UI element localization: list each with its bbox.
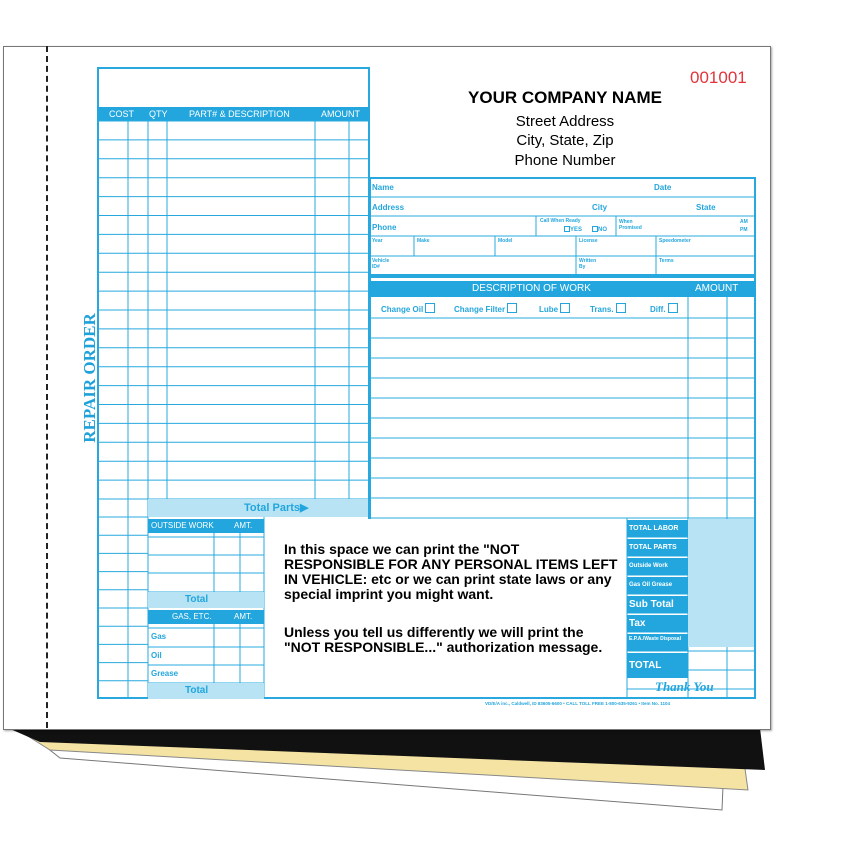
oil-label: Oil [151,651,162,660]
make-label: Make [417,238,430,244]
outside-work-summary-label: Outside Work [627,558,688,575]
amount-header: AMOUNT [321,109,360,119]
trans-checkbox[interactable] [616,303,626,313]
sub-total-label: Sub Total [627,596,688,613]
change-filter-checkbox[interactable] [507,303,517,313]
state-field-label: State [696,203,716,212]
total-parts-summary-label: TOTAL PARTS [627,539,688,556]
written-by-label: Written By [579,258,597,270]
totals-amount-shade [688,519,754,647]
change-oil-check: Change Oil [381,303,435,314]
yes-checkbox-label: YES [562,226,582,233]
diff-check: Diff. [650,303,678,314]
date-field-label: Date [654,183,672,192]
when-promised-label: When Promised [619,219,642,231]
company-street: Street Address [515,113,615,130]
speedometer-label: Speedometer [659,238,691,244]
name-field-label: Name [372,183,394,192]
grand-total-label: TOTAL [627,653,688,678]
change-filter-check: Change Filter [454,303,517,314]
company-name: YOUR COMPANY NAME [468,88,662,107]
epa-waste-disposal-label: E.P.A./Waste Disposal [627,634,688,651]
outside-work-amt: AMT. [234,521,253,530]
notice-paragraph-2: Unless you tell us differently we will print the "NOT RESPONSIBLE..." authorization message. [284,624,603,655]
gas-total-label: Total [185,685,209,696]
terms-label: Terms [659,258,674,264]
work-amount-header: AMOUNT [695,283,739,294]
serial-number: 001001 [690,68,747,87]
pm-label: PM [740,227,748,233]
gas-etc-title: GAS, ETC. [172,612,212,621]
gas-etc-amt: AMT. [234,612,253,621]
model-label: Model [498,238,513,244]
company-phone: Phone Number [514,152,616,169]
vehicle-id-label: Vehicle ID# [372,258,390,270]
license-label: License [579,238,598,244]
part-description-header: PART# & DESCRIPTION [189,109,290,119]
diff-checkbox[interactable] [668,303,678,313]
city-field-label: City [592,203,608,212]
gas-oil-grease-summary-label: Gas Oil Grease [627,577,688,594]
notice-paragraph-1: In this space we can print the "NOT RESPONSIBLE FOR ANY PERSONAL ITEMS LEFT IN VEHICLE: etc or we can print state laws or any special imprint you might want. [284,541,618,602]
side-title: REPAIR ORDER [80,313,99,443]
total-parts-label: Total Parts▶ [244,502,309,514]
total-labor-label: TOTAL LABOR [627,520,688,537]
thank-you-text: Thank You [655,679,714,694]
lube-checkbox[interactable] [560,303,570,313]
am-label: AM [740,219,748,225]
qty-header: QTY [149,109,168,119]
address-field-label: Address [372,203,405,212]
notice-box [266,519,626,697]
company-city-state-zip: City, State, Zip [516,132,614,149]
tax-label: Tax [627,615,688,632]
phone-field-label: Phone [372,223,397,232]
cost-header: COST [109,109,135,119]
outside-work-title: OUTSIDE WORK [151,521,214,530]
no-checkbox-label: NO [590,226,607,233]
call-when-ready-label: Call When Ready [540,218,581,224]
gas-label: Gas [151,632,167,641]
change-oil-checkbox[interactable] [425,303,435,313]
footer-imprint: VD/E/A inc., Caldwell, ID 83605-6600 • CALL TOLL FREE 1-800-635-9261 • Item No. 1104 [485,701,671,706]
trans-check: Trans. [590,303,626,314]
outside-total-label: Total [185,594,209,605]
lube-check: Lube [539,303,570,314]
description-of-work-header: DESCRIPTION OF WORK [472,283,591,294]
year-label: Year [372,238,383,244]
grease-label: Grease [151,669,179,678]
